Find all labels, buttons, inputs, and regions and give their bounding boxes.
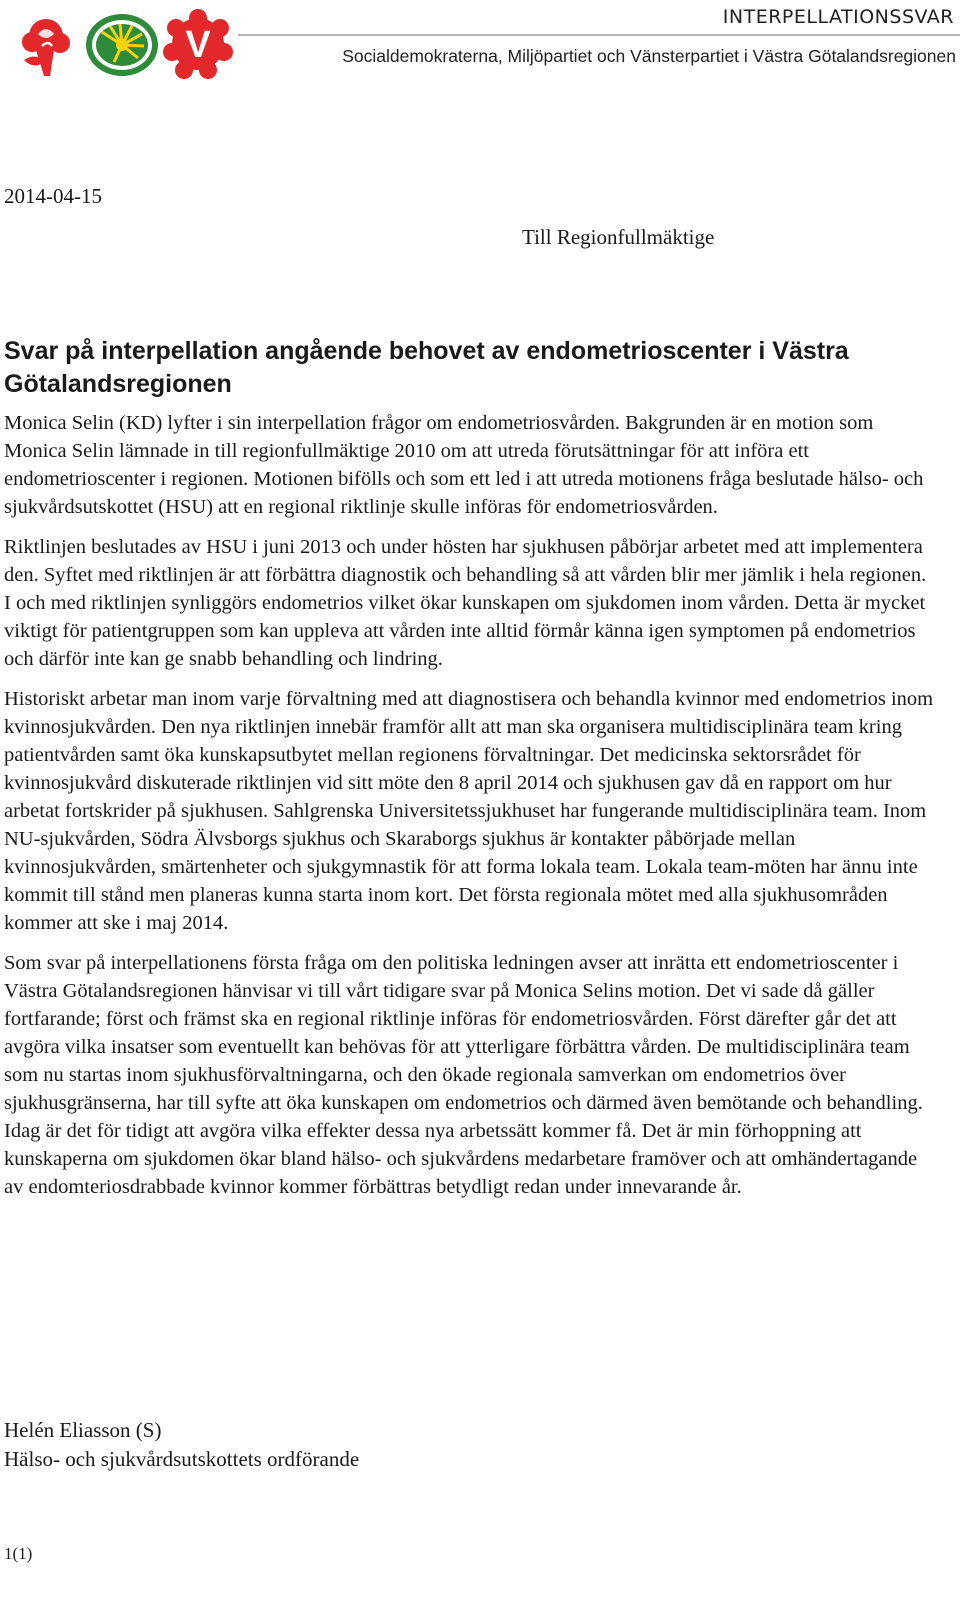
document-body	[4, 409, 938, 1213]
document-date: 2014-04-15	[4, 184, 102, 208]
body-paragraph: Historiskt arbetar man inom varje förvaltning med att diagnostisera och behandla kvinnor med endometrios inom kvinnosjukvården. Den nya riktlinjen innebär framför allt att man ska organisera multidisciplinära team kring patientvården samt öka kunskapsutbytet mellan regionens förvaltningar. Det medicinska sektorsrådet för kvinnosjukvård diskuterade riktlinjen vid sitt möte den 8 april 2014 och sjukhusen gav då en rapport om hur arbetat fortskrider på sjukhusen. Sahlgrenska Universitetssjukhuset har fungerande multidisciplinära team. Inom NU-sjukvården, Södra Älvsborgs sjukhus och Skaraborgs sjukhus är kontakter påbörjade mellan kvinnosjukvården, smärtenheter och sjukgymnastik för att forma lokala team. Lokala team-möten har ännu inte kommit till stånd men planeras kunna starta inom kort. Det första regionala mötet med alla sjukhusområden kommer att ske i maj 2014.	[4, 688, 934, 934]
party-logos	[14, 6, 236, 84]
left-party-letter: V	[185, 24, 211, 66]
header-divider	[238, 34, 960, 36]
document-heading: Svar på interpellation angående behovet av endometrioscenter i Västra Götalandsregionen	[4, 337, 849, 398]
body-paragraph: Monica Selin (KD) lyfter i sin interpellation frågor om endometriosvården. Bakgrunden är en motion som Monica Selin lämnade in till regionfullmäktige 2010 om att utreda förutsättningar för att införa ett endometrioscenter i regionen. Motionen bifölls och som ett led i att utreda motionens fråga beslutade hälso- och sjukvårdsutskottet (HSU) att en regional riktlinje skulle införas för endometriosvården.	[4, 412, 924, 518]
signature-block	[4, 1416, 359, 1474]
left-party-logo	[162, 8, 234, 80]
party-coalition-subtitle: Socialdemokraterna, Miljöpartiet och Vänsterpartiet i Västra Götalandsregionen	[342, 46, 956, 66]
recipient: Till Regionfullmäktige	[522, 225, 715, 249]
page-number: 1(1)	[4, 1544, 33, 1563]
body-paragraph: Som svar på interpellationens första fråga om den politiska ledningen avser att inrätta ett endometrioscenter i Västra Götalandsregionen hänvisar vi till vårt tidigare svar på Monica Selins motion. Det vi sade då gäller fortfarande; först och främst ska en regional riktlinje införas för endometriosvården. Först därefter går det att avgöra vilka insatser som eventuellt kan behövas för att ytterligare förbättra vården. De multidisciplinära team som nu startas inom sjukhusförvaltningarna, och den ökade regionala samverkan om endometrios över sjukhusgränserna, har till syfte att öka kunskapen om endometrios och därmed även bemötande och behandling. Idag är det för tidigt att avgöra vilka effekter dessa nya arbetssätt kommer få. Det är min förhoppning att kunskaperna om sjukdomen ökar bland hälso- och sjukvårdens medarbetare framöver och att omhändertagande av endomteriosdrabbade kvinnor kommer förbättras betydligt redan under innevarande år.	[4, 952, 923, 1198]
body-paragraph: Riktlinjen beslutades av HSU i juni 2013 och under hösten har sjukhusen påbörjar arbetet med att implementera den. Syftet med riktlinjen är att förbättra diagnostik och behandling så att vården blir mer jämlik i hela regionen. I och med riktlinjen synliggörs endometrios vilket ökar kunskapen om sjukdomen inom vården. Detta är mycket viktigt för patientgruppen som kan uppleva att vården inte alltid förmår känna igen symptomen på endometrios och därför inte kan ge snabb behandling och lindring.	[4, 536, 927, 670]
signatory-name: Helén Eliasson (S)	[4, 1418, 162, 1442]
green-party-dandelion-logo	[84, 12, 160, 78]
document-type-title: INTERPELLATIONSSVAR	[722, 6, 954, 28]
signatory-title: Hälso- och sjukvårdsutskottets ordförande	[4, 1447, 360, 1471]
social-democrats-rose-logo	[14, 10, 82, 78]
